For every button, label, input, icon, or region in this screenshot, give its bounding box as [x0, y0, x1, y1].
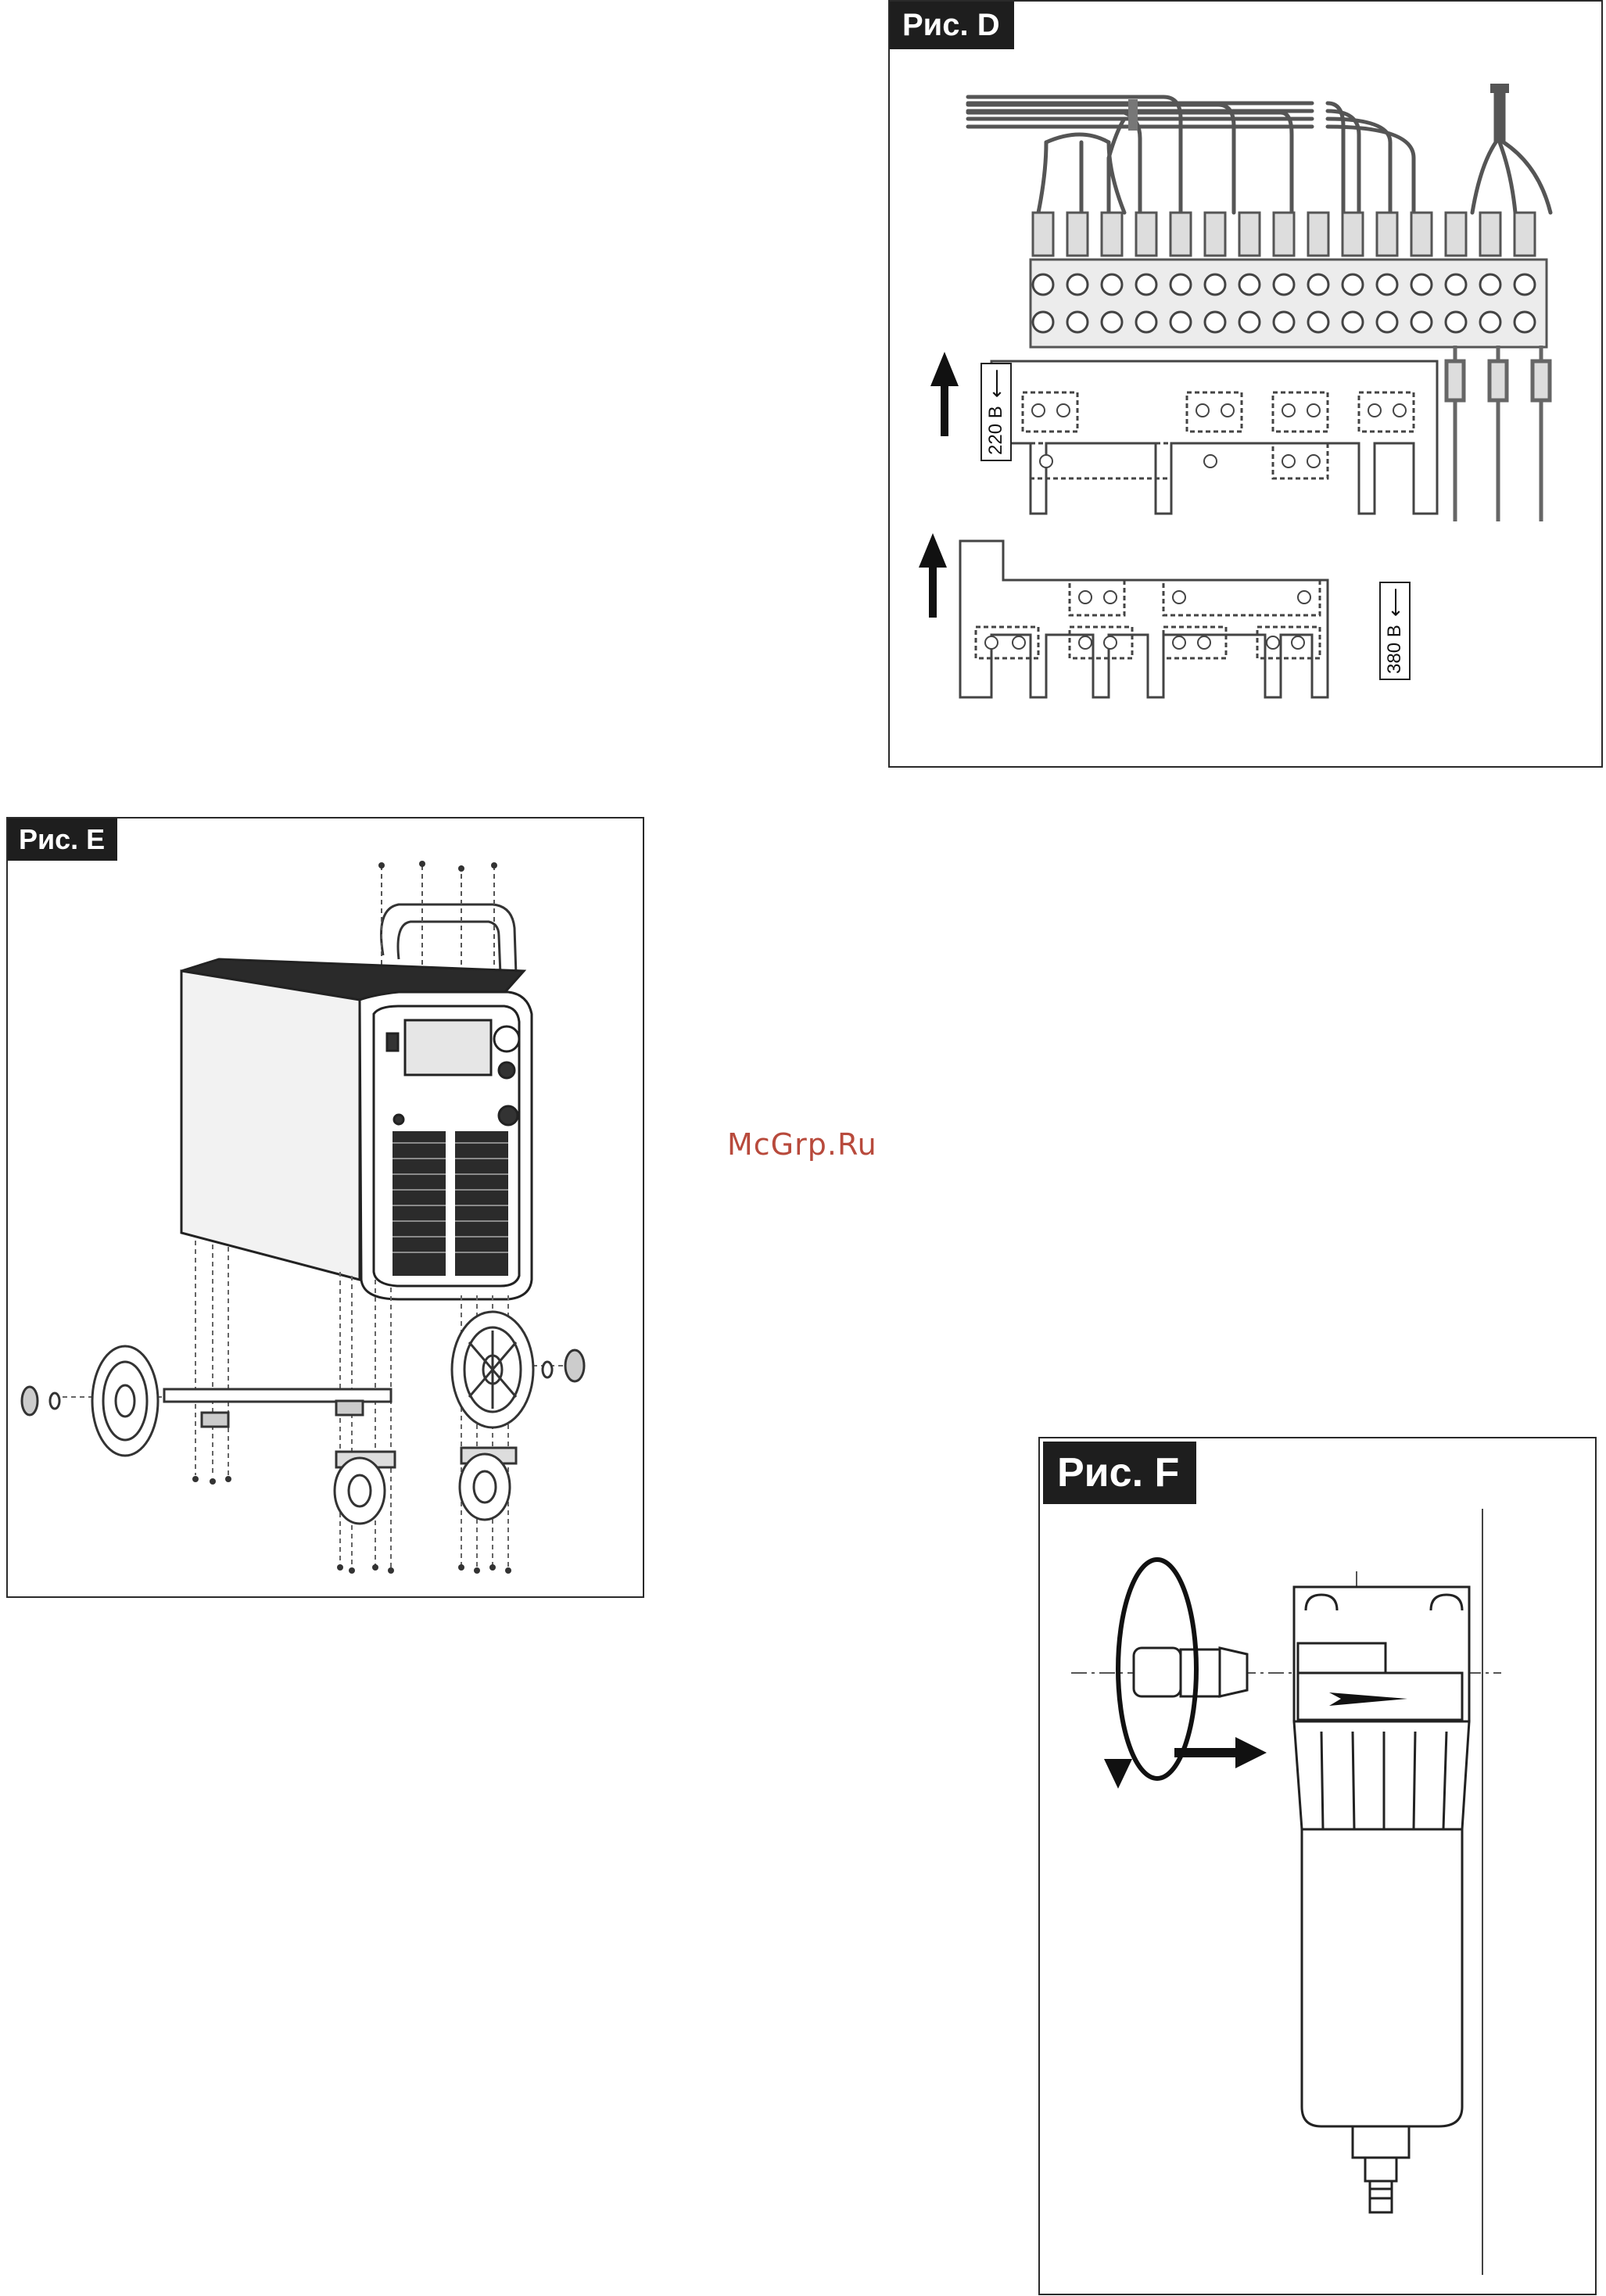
- drain-valve: [1353, 2126, 1409, 2212]
- arrow-right-icon: ⟵: [1383, 588, 1407, 618]
- cable-tie: [1490, 84, 1509, 93]
- voltage-220-text: 220 В: [985, 406, 1006, 455]
- filter-bowl: [1294, 1721, 1469, 2126]
- air-filter-drawing: [1040, 1438, 1595, 2294]
- direction-arrows: [919, 352, 959, 618]
- figure-f-air-filter: [1038, 1437, 1597, 2295]
- side-leads: [1446, 346, 1550, 521]
- handle: [382, 904, 517, 975]
- cable-tie: [1128, 99, 1138, 131]
- arrow-right-icon: ⟵: [984, 369, 1008, 399]
- screws-top: [378, 861, 497, 872]
- figure-e-cart-assembly: [6, 817, 644, 1598]
- jumper-plate-380: [960, 541, 1328, 697]
- watermark: McGrp.Ru: [727, 1127, 877, 1162]
- figure-f-title: Рис. F: [1043, 1442, 1196, 1504]
- cart-assembly-drawing: [8, 818, 643, 1596]
- figure-e-title: Рис. E: [8, 818, 117, 861]
- rotation-arrow-head-icon: [1104, 1759, 1132, 1789]
- jumper-220-screws: [1032, 404, 1406, 467]
- filter-head: [1294, 1587, 1469, 1721]
- voltage-380-text: 380 В: [1384, 625, 1405, 674]
- figure-d-title: Рис. D: [890, 2, 1014, 49]
- rear-wheel-right: [452, 1312, 533, 1427]
- jumper-plate-220: [991, 361, 1437, 514]
- voltage-label-220: [980, 363, 1012, 461]
- rear-wheel-left: [92, 1346, 158, 1456]
- hose-fitting: [1134, 1648, 1247, 1696]
- figure-d-terminal-block: [888, 0, 1603, 768]
- voltage-label-380: [1379, 582, 1411, 680]
- caster-wheels: [202, 1401, 516, 1524]
- wire-bundle: [968, 88, 1550, 213]
